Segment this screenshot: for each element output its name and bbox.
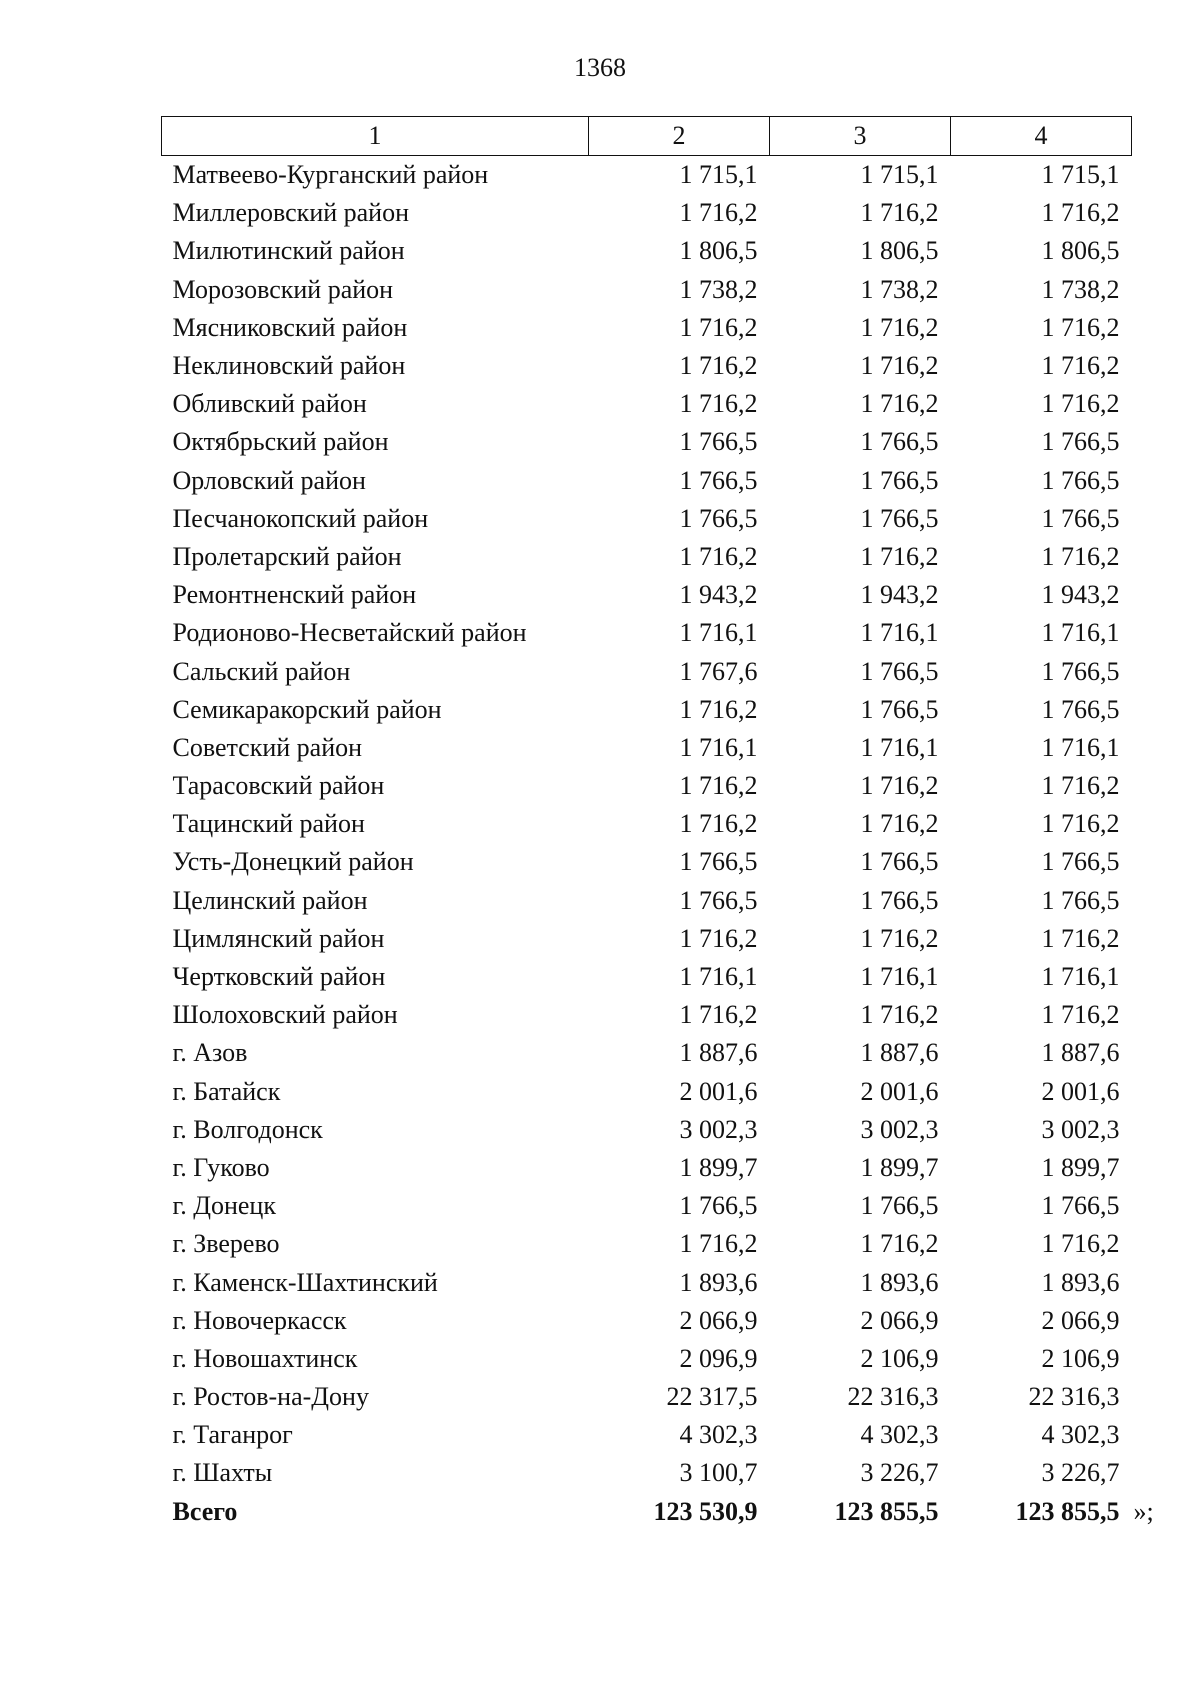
row-name: Мясниковский район (172, 312, 408, 342)
table-row (162, 1416, 1132, 1454)
row-value-2: 1 716,2 (679, 389, 758, 419)
table-row (162, 1378, 1132, 1416)
row-value-3: 1 716,1 (860, 962, 939, 992)
table-row (162, 309, 1132, 347)
row-value-3: 1 716,2 (860, 389, 939, 419)
table-row (162, 1263, 1132, 1301)
row-value-3: 1 716,2 (860, 809, 939, 839)
row-value-3: 2 066,9 (860, 1305, 939, 1335)
row-value-3: 1 766,5 (860, 427, 939, 457)
total-value-2: 123 530,9 (653, 1496, 758, 1526)
row-name: Тарасовский район (172, 771, 385, 801)
row-name: Морозовский район (172, 274, 394, 304)
row-value-4: 1 716,1 (1041, 618, 1120, 648)
row-value-2: 1 716,1 (679, 618, 758, 648)
row-name: г. Шахты (172, 1458, 273, 1488)
table-row (162, 843, 1132, 881)
row-value-2: 2 001,6 (679, 1076, 758, 1106)
row-value-2: 1 766,5 (679, 1191, 758, 1221)
column-header-4: 4 (951, 117, 1132, 156)
row-name: г. Батайск (172, 1076, 281, 1106)
row-value-4: 1 716,2 (1041, 1229, 1120, 1259)
table-row (162, 347, 1132, 385)
table-row (162, 996, 1132, 1034)
row-name: Неклиновский район (172, 351, 406, 381)
row-value-4: 4 302,3 (1041, 1420, 1120, 1450)
row-value-2: 1 716,2 (679, 809, 758, 839)
row-value-3: 1 766,5 (860, 885, 939, 915)
table-row (162, 500, 1132, 538)
row-value-4: 3 002,3 (1041, 1114, 1120, 1144)
row-value-2: 1 943,2 (679, 580, 758, 610)
row-name: Ремонтненский район (172, 580, 417, 610)
row-value-4: 1 766,5 (1041, 503, 1120, 533)
row-value-3: 22 316,3 (847, 1382, 939, 1412)
row-name: г. Азов (172, 1038, 248, 1068)
row-value-4: 1 766,5 (1041, 427, 1120, 457)
row-value-4: 1 716,1 (1041, 732, 1120, 762)
row-value-3: 1 766,5 (860, 503, 939, 533)
row-value-3: 1 893,6 (860, 1267, 939, 1297)
table-row (162, 805, 1132, 843)
row-name: Чертковский район (172, 962, 386, 992)
total-value-3: 123 855,5 (834, 1496, 939, 1526)
row-value-3: 1 716,2 (860, 312, 939, 342)
row-value-4: 3 226,7 (1041, 1458, 1120, 1488)
row-value-3: 1 766,5 (860, 847, 939, 877)
row-value-4: 1 716,2 (1041, 809, 1120, 839)
table-row (162, 767, 1132, 805)
row-value-3: 1 766,5 (860, 465, 939, 495)
row-value-3: 1 766,5 (860, 1191, 939, 1221)
row-value-2: 1 887,6 (679, 1038, 758, 1068)
table-row (162, 652, 1132, 690)
row-value-4: 2 106,9 (1041, 1343, 1120, 1373)
row-value-2: 1 738,2 (679, 274, 758, 304)
row-value-4: 1 716,2 (1041, 198, 1120, 228)
row-value-2: 1 716,1 (679, 732, 758, 762)
row-value-3: 1 716,1 (860, 618, 939, 648)
row-name: Милютинский район (172, 236, 405, 266)
row-value-2: 1 716,2 (679, 541, 758, 571)
table-row (162, 156, 1132, 195)
row-name: Сальский район (172, 656, 351, 686)
table-row (162, 1073, 1132, 1111)
row-value-2: 1 716,2 (679, 198, 758, 228)
row-value-2: 1 766,5 (679, 885, 758, 915)
row-value-3: 1 766,5 (860, 656, 939, 686)
table-row (162, 1302, 1132, 1340)
table-row (162, 614, 1132, 652)
row-value-4: 1 943,2 (1041, 580, 1120, 610)
page-number: 1368 (574, 53, 626, 82)
row-value-2: 2 096,9 (679, 1343, 758, 1373)
row-value-4: 1 893,6 (1041, 1267, 1120, 1297)
row-value-3: 1 766,5 (860, 694, 939, 724)
row-value-4: 1 899,7 (1041, 1152, 1120, 1182)
row-value-3: 1 716,2 (860, 771, 939, 801)
row-value-4: 1 716,2 (1041, 1000, 1120, 1030)
row-value-2: 1 716,2 (679, 694, 758, 724)
row-name: Шолоховский район (172, 1000, 398, 1030)
table-row (162, 538, 1132, 576)
column-header-3: 3 (770, 117, 951, 156)
table-row (162, 232, 1132, 270)
row-name: Октябрьский район (172, 427, 389, 457)
table-row (162, 882, 1132, 920)
row-name: г. Ростов-на-Дону (172, 1382, 369, 1412)
row-value-3: 1 716,2 (860, 351, 939, 381)
column-header-2: 2 (589, 117, 770, 156)
row-value-3: 3 226,7 (860, 1458, 939, 1488)
total-label: Всего (172, 1496, 238, 1526)
row-value-3: 1 716,2 (860, 923, 939, 953)
row-value-3: 1 887,6 (860, 1038, 939, 1068)
row-value-2: 1 715,1 (679, 160, 758, 190)
row-name: г. Каменск-Шахтинский (172, 1267, 438, 1297)
table-row (162, 1187, 1132, 1225)
column-header-1: 1 (162, 117, 589, 156)
row-value-4: 1 716,2 (1041, 312, 1120, 342)
table-row (162, 194, 1132, 232)
row-value-2: 3 002,3 (679, 1114, 758, 1144)
row-value-4: 22 316,3 (1028, 1382, 1120, 1412)
row-value-4: 1 766,5 (1041, 465, 1120, 495)
table-row (162, 920, 1132, 958)
row-name: Обливский район (172, 389, 367, 419)
row-value-2: 3 100,7 (679, 1458, 758, 1488)
row-value-2: 22 317,5 (666, 1382, 758, 1412)
row-value-3: 1 716,2 (860, 1229, 939, 1259)
row-name: г. Новочеркасск (172, 1305, 347, 1335)
row-value-4: 1 716,2 (1041, 351, 1120, 381)
row-value-2: 1 766,5 (679, 847, 758, 877)
row-value-4: 2 066,9 (1041, 1305, 1120, 1335)
row-name: г. Новошахтинск (172, 1343, 358, 1373)
row-value-4: 1 716,2 (1041, 389, 1120, 419)
row-value-3: 1 806,5 (860, 236, 939, 266)
total-value-4-cell (951, 1493, 1154, 1531)
table-row (162, 729, 1132, 767)
row-name: Целинский район (172, 885, 368, 915)
row-name: Пролетарский район (172, 541, 402, 571)
row-value-2: 2 066,9 (679, 1305, 758, 1335)
row-value-2: 1 766,5 (679, 503, 758, 533)
row-name: г. Зверево (172, 1229, 280, 1259)
table-row (162, 1225, 1132, 1263)
closing-quote-mark: »; (1133, 1496, 1154, 1526)
row-value-3: 3 002,3 (860, 1114, 939, 1144)
row-value-2: 1 716,2 (679, 923, 758, 953)
row-value-4: 1 766,5 (1041, 694, 1120, 724)
row-name: Советский район (172, 732, 363, 762)
row-value-3: 1 716,2 (860, 198, 939, 228)
row-value-2: 1 766,5 (679, 427, 758, 457)
row-value-2: 1 893,6 (679, 1267, 758, 1297)
table-row (162, 958, 1132, 996)
row-value-2: 1 767,6 (679, 656, 758, 686)
row-value-4: 1 766,5 (1041, 656, 1120, 686)
row-value-4: 1 716,1 (1041, 962, 1120, 992)
table-header (162, 117, 1132, 156)
row-value-4: 1 766,5 (1041, 885, 1120, 915)
row-value-4: 1 716,2 (1041, 923, 1120, 953)
row-value-2: 1 806,5 (679, 236, 758, 266)
row-name: г. Донецк (172, 1191, 276, 1221)
row-value-2: 1 899,7 (679, 1152, 758, 1182)
row-value-3: 2 001,6 (860, 1076, 939, 1106)
row-name: Орловский район (172, 465, 366, 495)
row-value-4: 1 716,2 (1041, 541, 1120, 571)
row-value-3: 1 738,2 (860, 274, 939, 304)
row-value-2: 1 716,2 (679, 1229, 758, 1259)
row-value-2: 1 766,5 (679, 465, 758, 495)
row-value-2: 1 716,2 (679, 1000, 758, 1030)
table-row (162, 423, 1132, 461)
row-value-4: 1 716,2 (1041, 771, 1120, 801)
table-row (162, 1454, 1132, 1492)
table-row (162, 1340, 1132, 1378)
row-name: г. Таганрог (172, 1420, 293, 1450)
row-value-2: 4 302,3 (679, 1420, 758, 1450)
row-value-3: 1 716,2 (860, 1000, 939, 1030)
table-row (162, 1111, 1132, 1149)
row-name: Семикаракорский район (172, 694, 442, 724)
row-value-3: 1 715,1 (860, 160, 939, 190)
row-value-3: 2 106,9 (860, 1343, 939, 1373)
row-value-2: 1 716,2 (679, 312, 758, 342)
row-name: г. Гуково (172, 1152, 270, 1182)
row-name: Цимлянский район (172, 923, 385, 953)
table-header-row (162, 117, 1132, 156)
row-name: Матвеево-Курганский район (172, 160, 489, 190)
table-row (162, 1149, 1132, 1187)
row-value-4: 2 001,6 (1041, 1076, 1120, 1106)
row-value-3: 1 716,2 (860, 541, 939, 571)
row-name: Миллеровский район (172, 198, 410, 228)
row-value-4: 1 738,2 (1041, 274, 1120, 304)
table-row (162, 691, 1132, 729)
row-value-2: 1 716,2 (679, 351, 758, 381)
row-value-4: 1 766,5 (1041, 847, 1120, 877)
table-row (162, 1034, 1132, 1072)
table-row (162, 271, 1132, 309)
row-value-2: 1 716,1 (679, 962, 758, 992)
row-value-3: 1 899,7 (860, 1152, 939, 1182)
row-value-2: 1 716,2 (679, 771, 758, 801)
data-table (161, 116, 1154, 1531)
row-name: Усть-Донецкий район (172, 847, 414, 877)
row-value-3: 1 716,1 (860, 732, 939, 762)
row-name: Родионово-Несветайский район (172, 618, 527, 648)
table-row (162, 576, 1132, 614)
row-name: Тацинский район (172, 809, 365, 839)
table-row (162, 462, 1132, 500)
row-value-4: 1 887,6 (1041, 1038, 1120, 1068)
row-value-3: 1 943,2 (860, 580, 939, 610)
table-body (162, 156, 1154, 1531)
row-name: Песчанокопский район (172, 503, 429, 533)
row-value-4: 1 766,5 (1041, 1191, 1120, 1221)
row-value-4: 1 806,5 (1041, 236, 1120, 266)
total-row (162, 1493, 1132, 1531)
total-value-4: 123 855,5 (1015, 1496, 1120, 1526)
row-value-3: 4 302,3 (860, 1420, 939, 1450)
row-value-4: 1 715,1 (1041, 160, 1120, 190)
row-name: г. Волгодонск (172, 1114, 323, 1144)
table-row (162, 385, 1132, 423)
